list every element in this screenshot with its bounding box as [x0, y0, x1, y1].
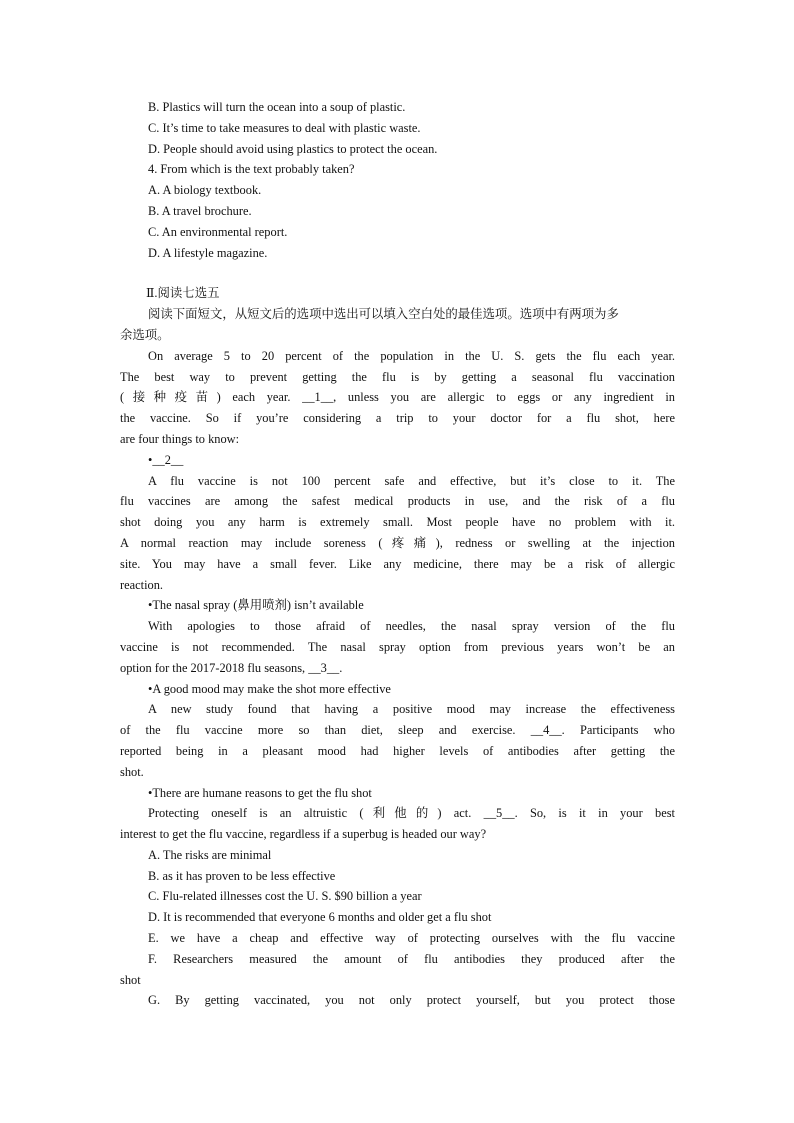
- passage-line: interest to get the flu vaccine, regardless if a superbug is headed our way?: [120, 827, 487, 842]
- passage-line: On average 5 to 20 percent of the population in the U. S. gets the flu each year.: [148, 348, 675, 363]
- section-gap: [120, 263, 675, 283]
- passage-line: •__2__: [148, 452, 184, 467]
- option-line: D. People should avoid using plastics to protect the ocean.: [148, 141, 438, 156]
- reading-passage: [120, 346, 675, 845]
- option-line: D. A lifestyle magazine.: [148, 245, 268, 260]
- passage-line: of the flu vaccine more so than diet, sleep and exercise. __4__. Participants who: [120, 723, 675, 738]
- choice-line: F. Researchers measured the amount of flu antibodies they produced after the: [148, 951, 675, 966]
- passage-line: reported being in a pleasant mood had higher levels of antibodies after getting the: [120, 743, 675, 758]
- passage-line: •A good mood may make the shot more effective: [148, 681, 391, 696]
- passage-line: the vaccine. So if you’re considering a trip to your doctor for a flu shot, here: [120, 411, 675, 426]
- passage-line: option for the 2017-2018 flu seasons, __3__.: [120, 660, 343, 675]
- passage-line: reaction.: [120, 577, 163, 592]
- passage-line: A flu vaccine is not 100 percent safe and effective, but it’s close to it. The: [148, 473, 675, 488]
- passage-line: (接种疫苗) each year. __1__, unless you are allergic to eggs or any ingredient in: [120, 390, 675, 405]
- choice-line: C. Flu-related illnesses cost the U. S. $90 billion a year: [148, 889, 422, 904]
- choice-line: A. The risks are minimal: [148, 847, 272, 862]
- passage-line: Protecting oneself is an altruistic (利他的) act. __5__. So, is it in your best: [148, 806, 675, 821]
- document-page: [120, 97, 675, 1011]
- question-4: [120, 159, 675, 263]
- passage-line: •There are humane reasons to get the flu shot: [148, 785, 372, 800]
- option-line: B. Plastics will turn the ocean into a soup of plastic.: [148, 100, 406, 114]
- section-heading: Ⅱ.阅读七选五: [146, 286, 220, 301]
- section-instruction: 阅读下面短文，从短文后的选项中选出可以填入空白处的最佳选项。选项中有两项为多: [148, 307, 619, 322]
- option-line: C. An environmental report.: [148, 224, 288, 239]
- choice-line: E. we have a cheap and effective way of protecting ourselves with the flu vaccine: [148, 931, 675, 946]
- section-instruction-cont: 余选项。: [120, 327, 170, 342]
- passage-line: are four things to know:: [120, 431, 240, 446]
- passage-line: flu vaccines are among the safest medical products in use, and the risk of a flu: [120, 494, 675, 509]
- choice-line: shot: [120, 972, 141, 987]
- choice-line: G. By getting vaccinated, you not only protect yourself, but you protect those: [148, 993, 675, 1008]
- choice-line: D. It is recommended that everyone 6 months and older get a flu shot: [148, 910, 492, 925]
- passage-line: A normal reaction may include soreness (疼痛), redness or swelling at the injection: [120, 535, 675, 550]
- option-line: B. A travel brochure.: [148, 203, 252, 218]
- passage-line: shot doing you any harm is extremely small. Most people have no problem with it.: [120, 515, 675, 530]
- option-line: C. It’s time to take measures to deal with plastic waste.: [148, 120, 421, 135]
- answer-choices: [120, 845, 675, 1011]
- passage-line: site. You may have a small fever. Like any medicine, there may be a risk of allergic: [120, 556, 675, 571]
- passage-line: vaccine is not recommended. The nasal spray option from previous years won’t be an: [120, 639, 675, 654]
- option-line: A. A biology textbook.: [148, 183, 262, 198]
- passage-line: •The nasal spray (鼻用喷剂) isn’t available: [148, 598, 364, 613]
- choice-line: B. as it has proven to be less effective: [148, 868, 336, 883]
- passage-line: With apologies to those afraid of needles, the nasal spray version of the flu: [148, 619, 675, 634]
- passage-line: shot.: [120, 764, 144, 779]
- question-text: 4. From which is the text probably taken?: [148, 162, 355, 177]
- passage-line: The best way to prevent getting the flu is by getting a seasonal flu vaccination: [120, 369, 675, 384]
- passage-line: A new study found that having a positive mood may increase the effectiveness: [148, 702, 675, 717]
- previous-question-options: [120, 97, 675, 159]
- section-header: [120, 283, 675, 345]
